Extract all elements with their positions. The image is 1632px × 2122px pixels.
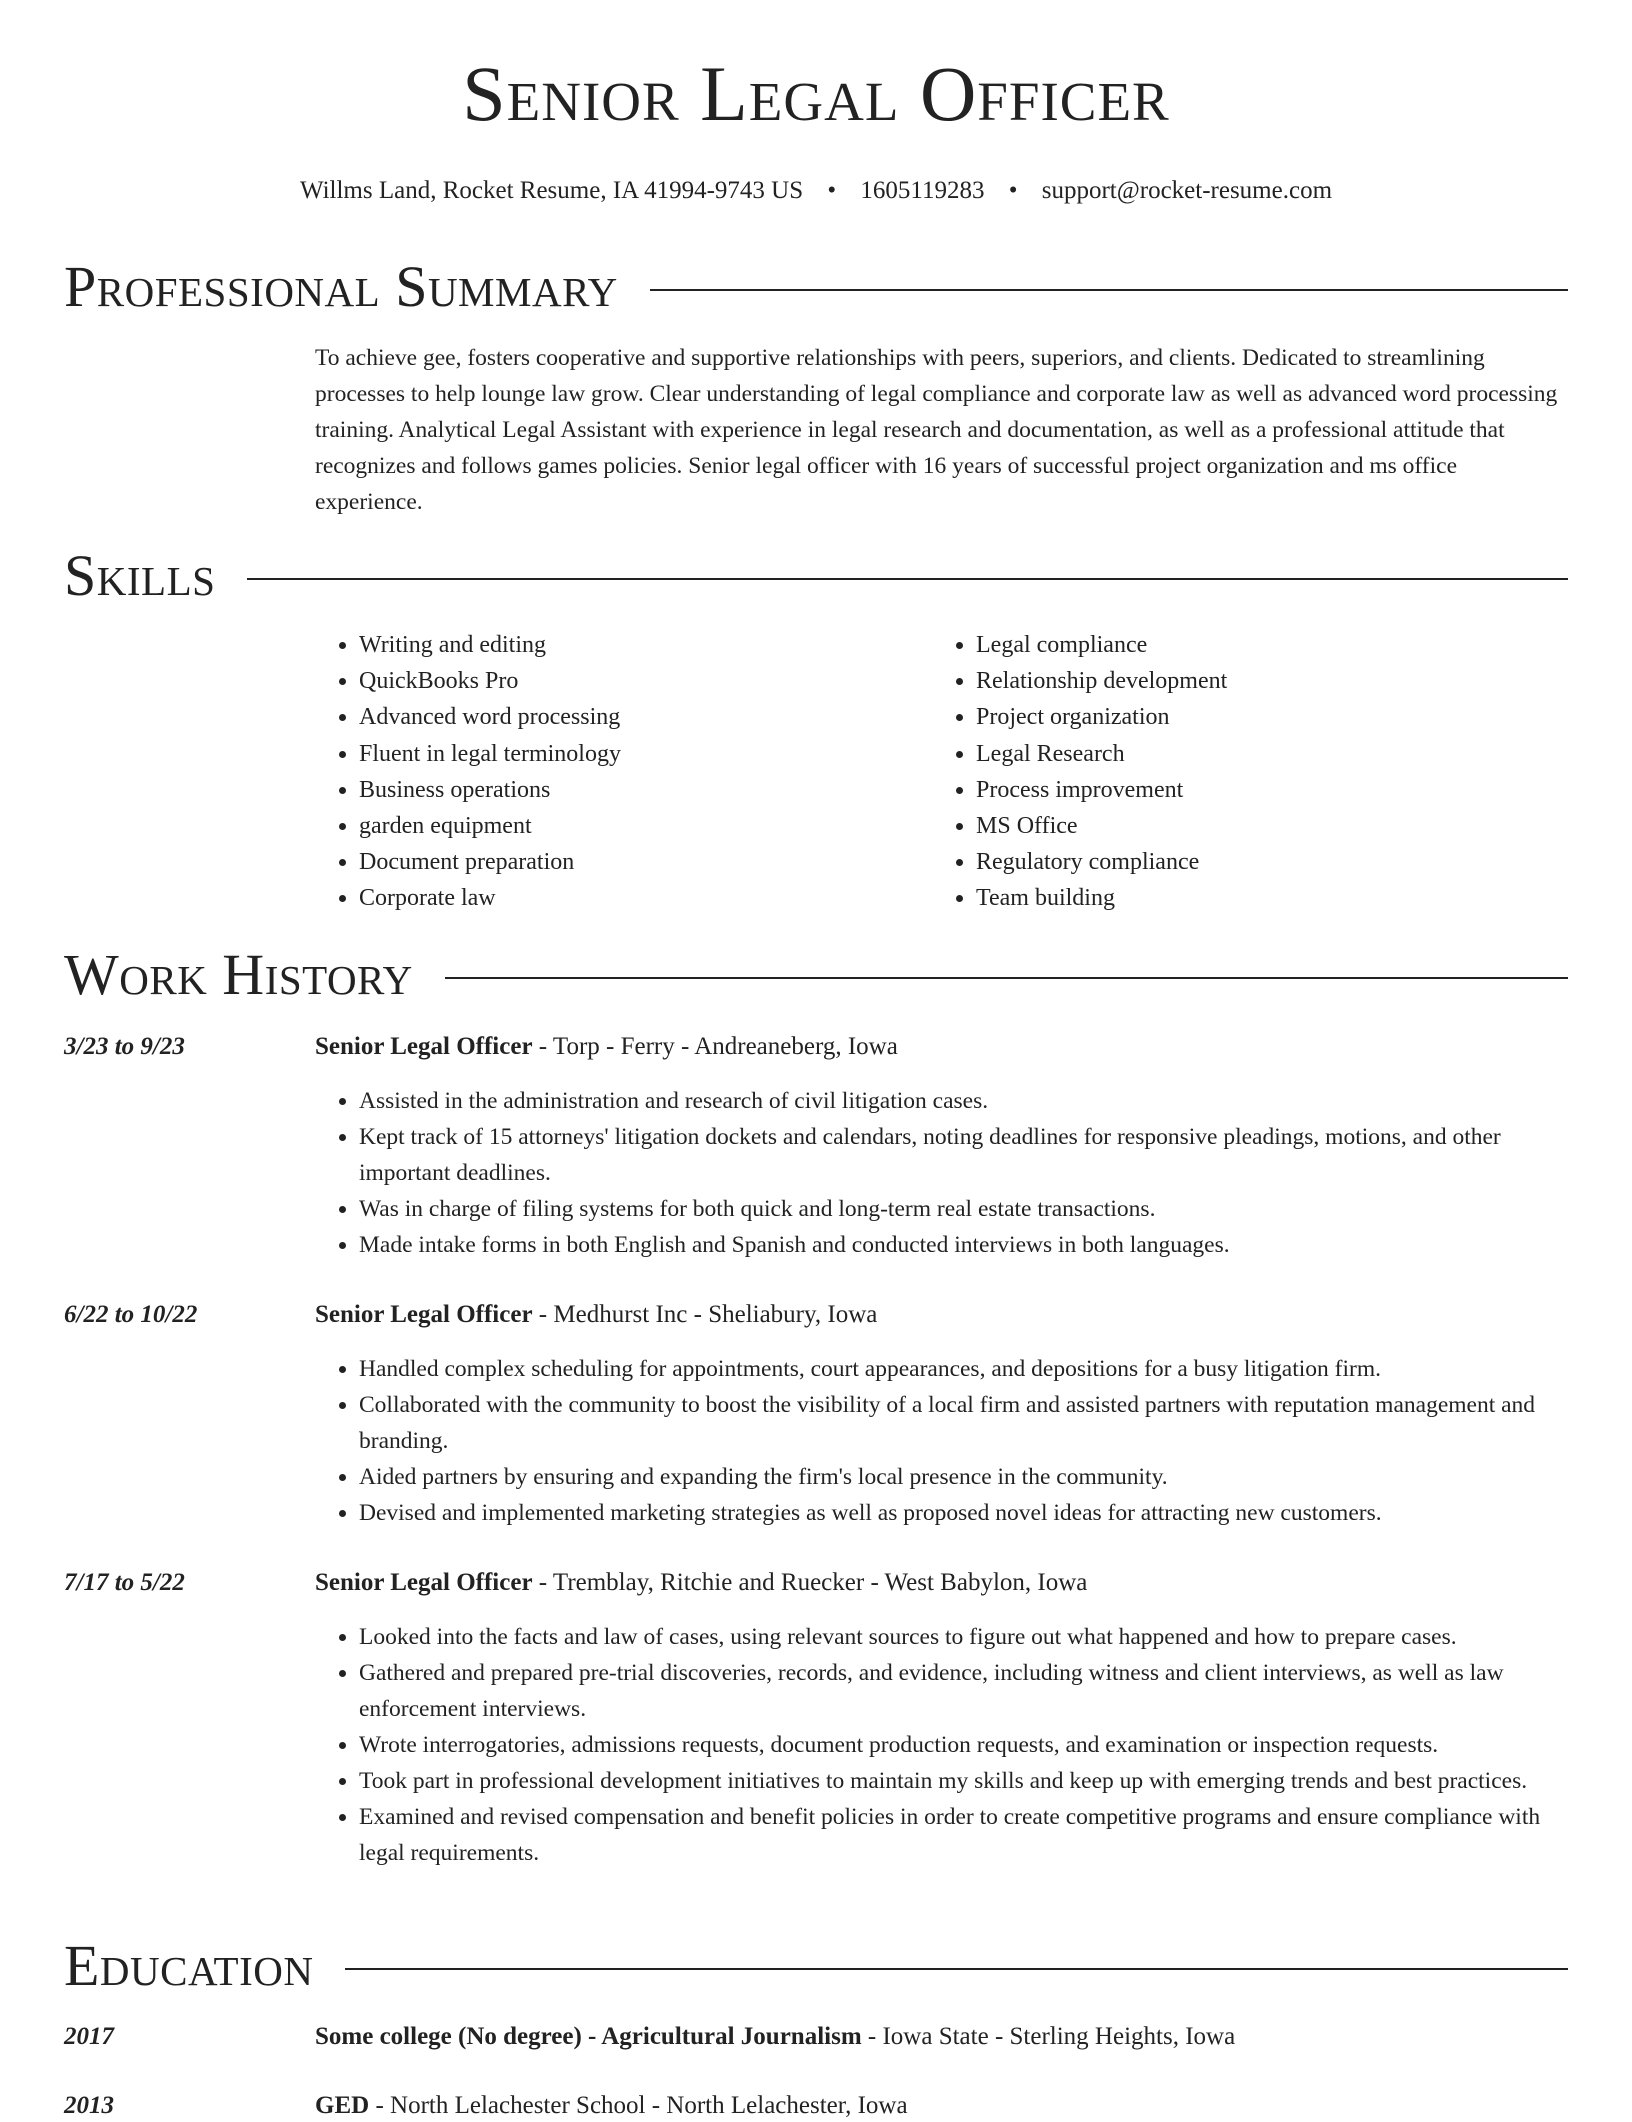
section-header-summary	[64, 254, 1568, 319]
job-entry	[64, 1299, 1568, 1531]
job-bullet: • Took part in professional development initiatives to maintain my skills and keep up with emerging trends and best practices.	[359, 1763, 1568, 1799]
skills-grid	[315, 627, 1568, 917]
education-entry	[64, 2090, 1568, 2122]
skill-item: • Relationship development	[976, 663, 1549, 699]
job-bullet: • Was in charge of filing systems for both quick and long-term real estate transactions.	[359, 1191, 1568, 1227]
section-header-skills	[64, 543, 1568, 608]
summary-text: To achieve gee, fosters cooperative and supportive relationships with peers, superiors, and clients. Dedicated to streamlining processes to help lounge law grow. Clear understanding of legal compliance and corporate law as well as advanced word processing training. Analytical Legal Assistant with experience in legal research and documentation, as well as a professional attitude that recognizes and follows games policies. Senior legal officer with 16 years of successful project organization and ms office experience.	[315, 345, 1558, 515]
job-bullet: • Made intake forms in both English and Spanish and conducted interviews in both languages.	[359, 1227, 1568, 1263]
education-school: - Iowa State - Sterling Heights, Iowa	[861, 2023, 1236, 2050]
job-dates: 3/23 to 9/23	[64, 1033, 185, 1060]
skill-item: • Project organization	[976, 699, 1549, 735]
skill-item: • garden equipment	[359, 808, 932, 844]
job-dates: 6/22 to 10/22	[64, 1301, 198, 1328]
education-year: 2013	[64, 2092, 114, 2119]
education-entry	[64, 2021, 1568, 2053]
job-title: Senior Legal Officer	[315, 1569, 533, 1596]
section-divider	[345, 1968, 1568, 1970]
job-entry	[64, 1031, 1568, 1263]
contact-separator: •	[827, 177, 837, 204]
skill-item: • Business operations	[359, 772, 932, 808]
skill-item: • Legal compliance	[976, 627, 1549, 663]
contact-line	[0, 176, 1632, 206]
job-employer: - Tremblay, Ritchie and Ruecker - West Babylon, Iowa	[532, 1569, 1088, 1596]
skill-item: • Document preparation	[359, 844, 932, 880]
education-degree: GED	[315, 2092, 370, 2119]
education-degree: Some college (No degree) - Agricultural Journalism	[315, 2023, 862, 2050]
job-bullet: • Collaborated with the community to boost the visibility of a local firm and assisted partners with reputation management and branding.	[359, 1387, 1568, 1459]
skills-list-left	[315, 627, 932, 917]
job-bullet: • Kept track of 15 attorneys' litigation dockets and calendars, noting deadlines for responsive pleadings, motions, and other important deadlines.	[359, 1119, 1568, 1191]
job-employer: - Medhurst Inc - Sheliabury, Iowa	[532, 1301, 878, 1328]
section-title: Education	[64, 1933, 314, 1998]
job-dates: 7/17 to 5/22	[64, 1569, 185, 1596]
skill-item: • Fluent in legal terminology	[359, 736, 932, 772]
job-bullets	[315, 1083, 1568, 1263]
skill-item: • MS Office	[976, 808, 1549, 844]
job-title: Senior Legal Officer	[315, 1301, 533, 1328]
job-bullet: • Aided partners by ensuring and expanding the firm's local presence in the community.	[359, 1459, 1568, 1495]
skill-item: • Corporate law	[359, 880, 932, 916]
job-bullet: • Looked into the facts and law of cases, using relevant sources to figure out what happened and how to prepare cases.	[359, 1619, 1568, 1655]
section-title: Skills	[64, 543, 216, 608]
job-bullets	[315, 1351, 1568, 1531]
section-title: Professional Summary	[64, 254, 618, 319]
skill-item: • Team building	[976, 880, 1549, 916]
skill-item: • Process improvement	[976, 772, 1549, 808]
job-heading	[315, 1299, 1568, 1331]
job-employer: - Torp - Ferry - Andreaneberg, Iowa	[532, 1033, 898, 1060]
education-school: - North Lelachester School - North Lelachester, Iowa	[369, 2092, 908, 2119]
education-heading	[315, 2090, 1568, 2122]
page-title: Senior Legal Officer	[462, 50, 1170, 137]
section-divider	[247, 578, 1568, 580]
section-header-education	[64, 1933, 1568, 1998]
job-heading	[315, 1567, 1568, 1599]
skills-list-right	[932, 627, 1549, 917]
contact-separator: •	[1008, 177, 1018, 204]
job-bullet: • Assisted in the administration and research of civil litigation cases.	[359, 1083, 1568, 1119]
education-heading	[315, 2021, 1568, 2053]
job-bullet: • Handled complex scheduling for appointments, court appearances, and depositions for a busy litigation firm.	[359, 1351, 1568, 1387]
contact-phone: 1605119283	[860, 177, 985, 204]
skill-item: • Legal Research	[976, 736, 1549, 772]
section-header-work-history	[64, 942, 1568, 1007]
job-entry	[64, 1567, 1568, 1871]
job-bullet: • Devised and implemented marketing strategies as well as proposed novel ideas for attracting new customers.	[359, 1495, 1568, 1531]
job-bullet: • Gathered and prepared pre-trial discoveries, records, and evidence, including witness and client interviews, as well as law enforcement interviews.	[359, 1655, 1568, 1727]
skill-item: • QuickBooks Pro	[359, 663, 932, 699]
job-bullets	[315, 1619, 1568, 1871]
section-divider	[650, 289, 1568, 291]
section-title: Work History	[64, 942, 413, 1007]
job-bullet: • Examined and revised compensation and benefit policies in order to create competitive programs and ensure compliance with legal requirements.	[359, 1799, 1568, 1871]
education-year: 2017	[64, 2023, 114, 2050]
skill-item: • Regulatory compliance	[976, 844, 1549, 880]
contact-email: support@rocket-resume.com	[1041, 177, 1333, 204]
section-divider	[445, 977, 1568, 979]
job-heading	[315, 1031, 1568, 1063]
job-bullet: • Wrote interrogatories, admissions requests, document production requests, and examination or inspection requests.	[359, 1727, 1568, 1763]
job-title: Senior Legal Officer	[315, 1033, 533, 1060]
skill-item: • Writing and editing	[359, 627, 932, 663]
contact-address: Willms Land, Rocket Resume, IA 41994-9743 US	[299, 177, 804, 204]
skill-item: • Advanced word processing	[359, 699, 932, 735]
